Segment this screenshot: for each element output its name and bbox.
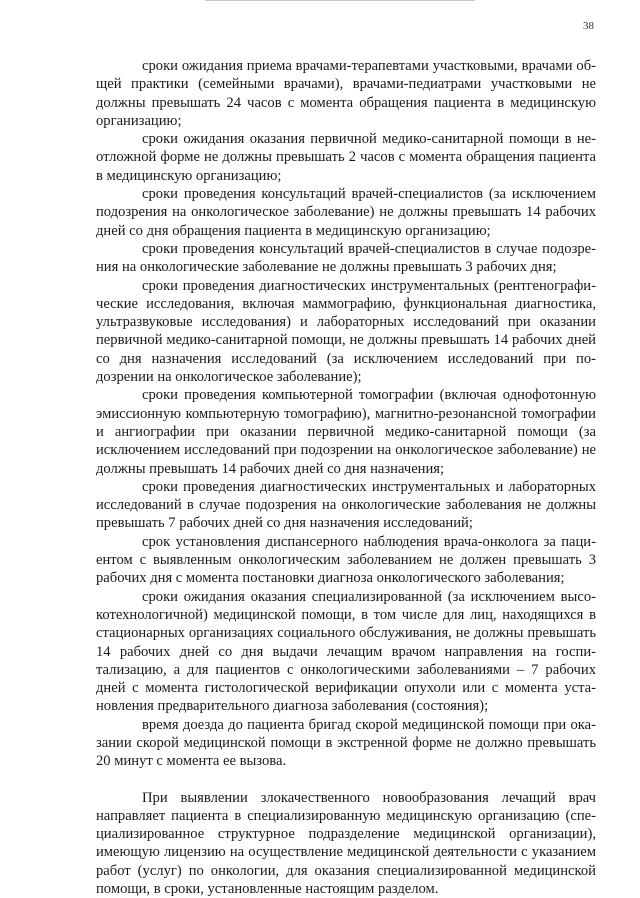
list-item: сроки проведения консультаций врачей-специалистов (за исключением подозрения на онкологическое заболевание) не должны превышать 14 рабочих дней со дня обращения пациента в медицинскую организацию; [96, 186, 596, 239]
closing-paragraph: При выявлении злокачественного новообразования лечащий врач направляет пациента в специализированную медицинскую организацию (специализированное структурное подразделение медицинской организации), имеющую лицензию на осуществление медицинской деятельности с указанием работ (услуг) по онкологии, для оказания специализированной медицинской помощи, в сроки, установленные настоящим разделом. [96, 789, 596, 898]
list-item: срок установления диспансерного наблюдения врача-онколога за пациентом с выявленным онкологическим заболеванием не должен превышать 3 рабочих дня с момента постановки диагноза онкологического заболевания; [96, 533, 596, 587]
list-item: сроки проведения диагностических инструментальных (рентгенографические исследования, включая маммографию, функциональная диагностика, ультразвуковые исследования) и лабораторных исследований при оказании первичной медико-санитарной помощи, не должны превышать 14 рабочих дней со дня назначения исследований (за исключением исследований при подозрении на онкологическое заболевание); [96, 277, 596, 386]
list-item: сроки ожидания приема врачами-терапевтами участковыми, врачами общей практики (семейными врачами), врачами-педиатрами участковыми не должны превышать 24 часов с момента обращения пациента в медицинскую организацию; [96, 58, 596, 129]
list-item: сроки проведения консультаций врачей-специалистов в случае подозрения на онкологические заболевание не должны превышать 3 рабочих дня; [96, 240, 596, 276]
list-item: сроки ожидания оказания специализированной (за исключением высокотехнологичной) медицинской помощи, в том числе для лиц, находящихся в стационарных организациях социального обслуживания, не должны превышать 14 рабочих дней со дня выдачи лечащим врачом направления на госпитализацию, а для пациентов с онкологическими заболеваниями – 7 рабочих дней с момента гистологической верификации опухоли или с момента установления предварительного диагноза заболевания (состояния); [96, 588, 596, 715]
list-item: сроки проведения компьютерной томографии (включая однофотонную эмиссионную компьютерную томографию), магнитно-резонансной томографии и ангиографии при оказании первичной медико-санитарной помощи (за исключением исследований при подозрении на онкологическое заболевание) не должны превышать 14 рабочих дней со дня назначения; [96, 387, 596, 477]
document-body [96, 57, 596, 898]
list-item: сроки проведения диагностических инструментальных и лабораторных исследований в случае подозрения на онкологические заболевания не должны превышать 7 рабочих дней со дня назначения исследований; [96, 478, 596, 532]
page-number: 38 [583, 20, 594, 32]
list-item: время доезда до пациента бригад скорой медицинской помощи при оказании скорой медицинской помощи в экстренной форме не должно превышать 20 минут с момента ее вызова. [96, 716, 596, 770]
scan-noise-specks [510, 870, 550, 874]
list-item: сроки ожидания оказания первичной медико-санитарной помощи в неотложной форме не должны превышать 2 часов с момента обращения пациента в медицинскую организацию; [96, 131, 596, 184]
scan-edge-line [205, 0, 475, 1]
